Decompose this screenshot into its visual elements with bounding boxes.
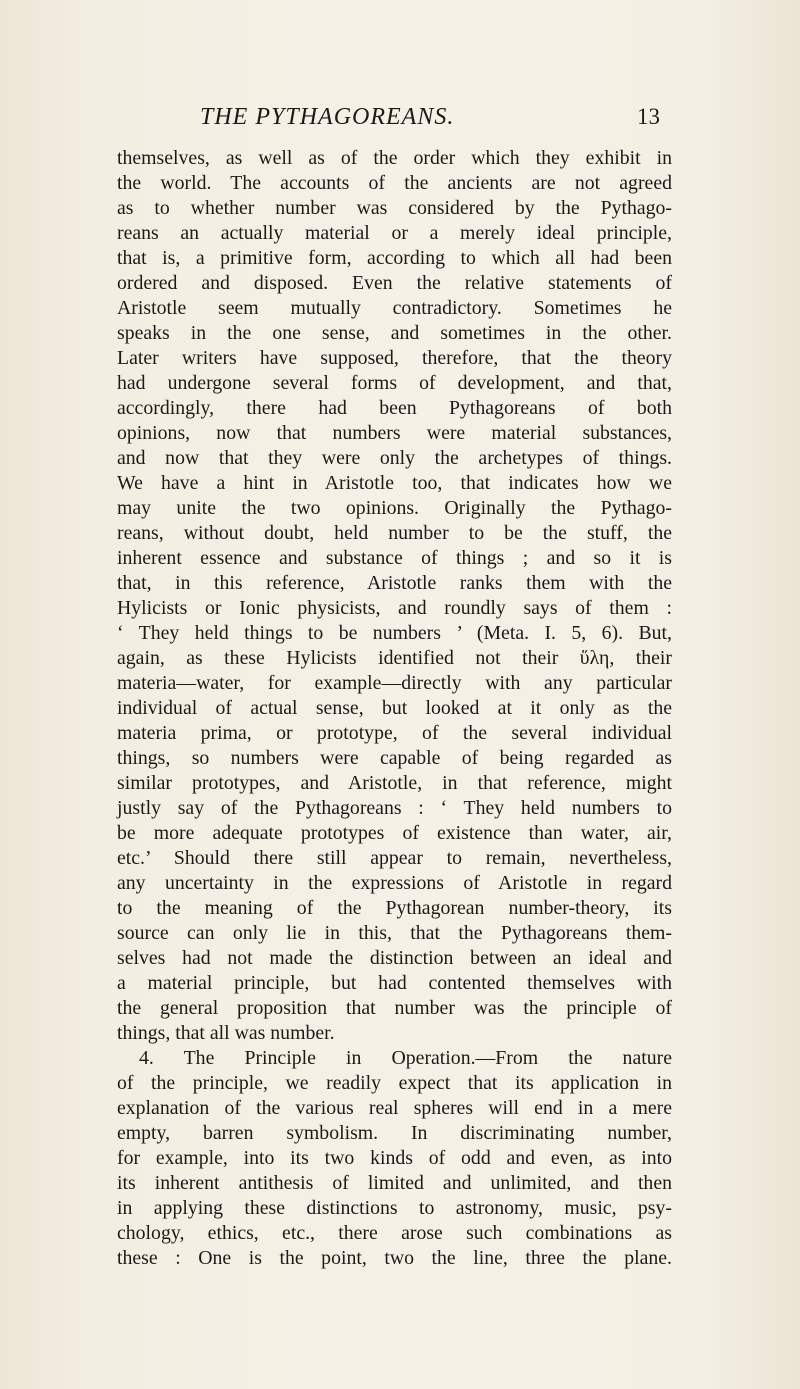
text-line: a material principle, but had contented themselves with: [117, 972, 672, 994]
text-line: selves had not made the distinction between an ideal and: [117, 947, 672, 969]
text-line: Hylicists or Ionic physicists, and roundly says of them :: [117, 597, 672, 619]
text-line: had undergone several forms of development, and that,: [117, 372, 672, 394]
running-head: [0, 104, 800, 134]
text-line: empty, barren symbolism. In discriminating number,: [117, 1122, 672, 1144]
text-line: similar prototypes, and Aristotle, in that reference, might: [117, 772, 672, 794]
text-line: inherent essence and substance of things ; and so it is: [117, 547, 672, 569]
paragraph-end-line: things, that all was number.: [117, 1022, 335, 1044]
text-line: and now that they were only the archetypes of things.: [117, 447, 672, 469]
text-line: to the meaning of the Pythagorean number-theory, its: [117, 897, 672, 919]
text-line: ordered and disposed. Even the relative statements of: [117, 272, 672, 294]
text-line: for example, into its two kinds of odd and even, as into: [117, 1147, 672, 1169]
text-line: materia prima, or prototype, of the several individual: [117, 722, 672, 744]
text-line: speaks in the one sense, and sometimes in the other.: [117, 322, 672, 344]
text-line: themselves, as well as of the order which they exhibit in: [117, 147, 672, 169]
body-text: [117, 146, 672, 1271]
text-line: individual of actual sense, but looked at it only as the: [117, 697, 672, 719]
running-head-title: THE PYTHAGOREANS.: [200, 104, 455, 130]
text-line: may unite the two opinions. Originally the Pythago-: [117, 497, 672, 519]
text-line: ‘ They held things to be numbers ’ (Meta. I. 5, 6). But,: [117, 622, 672, 644]
text-line: things, so numbers were capable of being regarded as: [117, 747, 672, 769]
text-line: materia—water, for example—directly with any particular: [117, 672, 672, 694]
page-number: 13: [637, 104, 660, 129]
text-line: of the principle, we readily expect that its application in: [117, 1072, 672, 1094]
text-line: reans an actually material or a merely ideal principle,: [117, 222, 672, 244]
text-line: the world. The accounts of the ancients are not agreed: [117, 172, 672, 194]
text-line: the general proposition that number was the principle of: [117, 997, 672, 1019]
text-line: We have a hint in Aristotle too, that indicates how we: [117, 472, 672, 494]
text-line: that is, a primitive form, according to which all had been: [117, 247, 672, 269]
text-line: as to whether number was considered by the Pythago-: [117, 197, 672, 219]
text-line: explanation of the various real spheres will end in a mere: [117, 1097, 672, 1119]
text-line: again, as these Hylicists identified not their ὕλη, their: [117, 647, 672, 669]
text-line: Aristotle seem mutually contradictory. Sometimes he: [117, 297, 672, 319]
section-heading-line: 4. The Principle in Operation.—From the nature: [139, 1047, 672, 1069]
text-line: in applying these distinctions to astronomy, music, psy-: [117, 1197, 672, 1219]
text-line: accordingly, there had been Pythagoreans of both: [117, 397, 672, 419]
text-line: that, in this reference, Aristotle ranks them with the: [117, 572, 672, 594]
text-line: these : One is the point, two the line, three the plane.: [117, 1247, 672, 1269]
text-line: its inherent antithesis of limited and unlimited, and then: [117, 1172, 672, 1194]
text-line: opinions, now that numbers were material substances,: [117, 422, 672, 444]
text-line: source can only lie in this, that the Pythagoreans them-: [117, 922, 672, 944]
text-line: chology, ethics, etc., there arose such combinations as: [117, 1222, 672, 1244]
text-line: justly say of the Pythagoreans : ‘ They held numbers to: [117, 797, 672, 819]
text-line: reans, without doubt, held number to be the stuff, the: [117, 522, 672, 544]
text-line: any uncertainty in the expressions of Aristotle in regard: [117, 872, 672, 894]
text-line: be more adequate prototypes of existence than water, air,: [117, 822, 672, 844]
text-line: etc.’ Should there still appear to remain, nevertheless,: [117, 847, 672, 869]
text-line: Later writers have supposed, therefore, that the theory: [117, 347, 672, 369]
